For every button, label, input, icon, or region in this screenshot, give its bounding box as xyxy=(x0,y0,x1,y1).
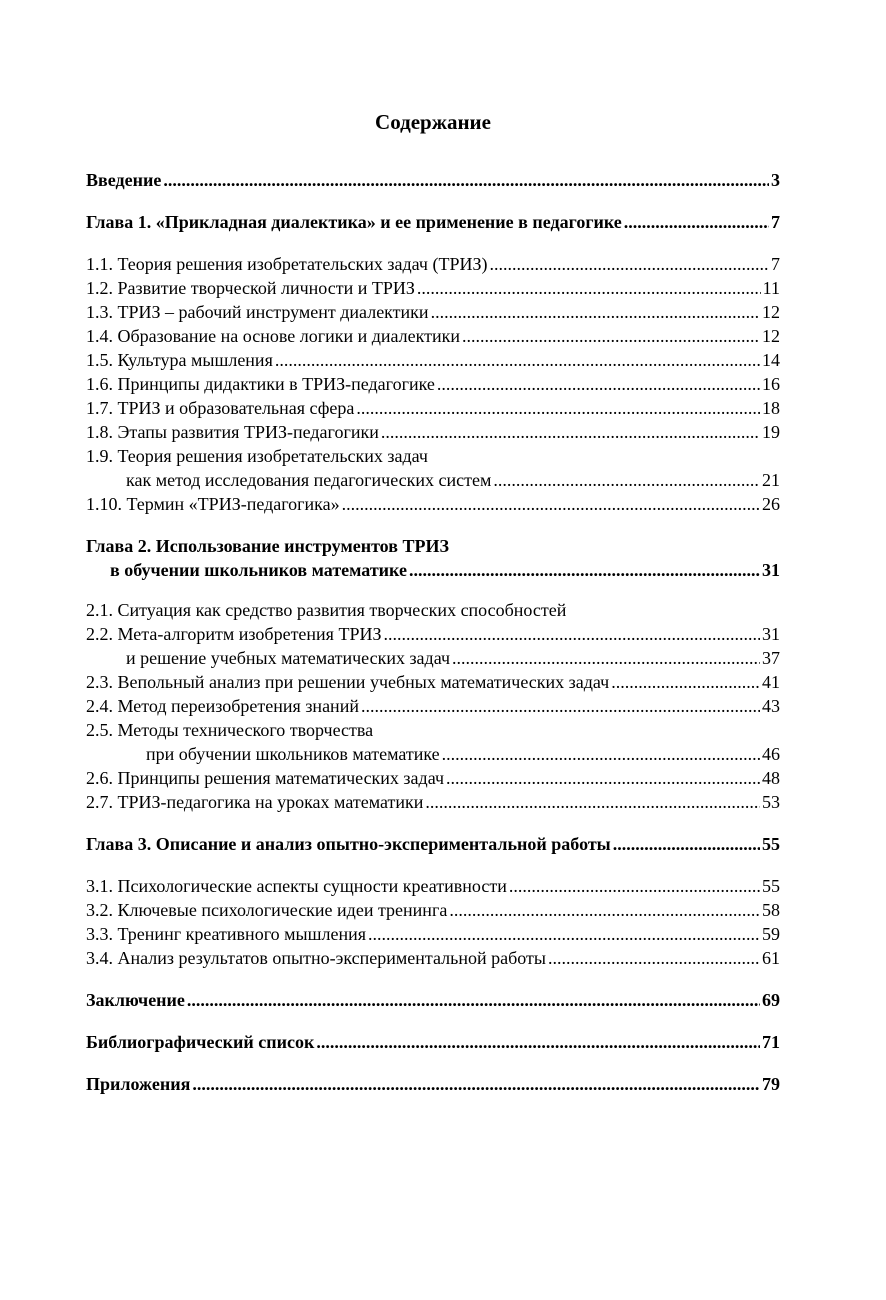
toc-entry-text: 1.7. ТРИЗ и образовательная сфера xyxy=(86,398,355,418)
toc-entry-text: 1.8. Этапы развития ТРИЗ-педагогики xyxy=(86,422,379,442)
toc-entry-text: 2.6. Принципы решения математических задач xyxy=(86,768,445,788)
dot-leader xyxy=(342,492,760,516)
dot-leader xyxy=(275,348,760,372)
toc-entry-text: 1.10. Термин «ТРИЗ-педагогика» xyxy=(86,494,340,514)
toc-entry-page: 3 xyxy=(771,170,780,190)
toc-entry-page: 53 xyxy=(762,792,780,812)
page-title: Содержание xyxy=(375,110,491,134)
dot-leader xyxy=(163,168,769,192)
toc-entry-text: 1.5. Культура мышления xyxy=(86,350,273,370)
toc-entry-section[interactable] xyxy=(86,252,780,276)
toc-entry-text: 1.9. Теория решения изобретательских задач xyxy=(86,446,428,466)
toc-entry-text: 2.3. Вепольный анализ при решении учебных математических задач xyxy=(86,672,610,692)
toc-entry-section-continuation[interactable] xyxy=(86,742,780,766)
dot-leader xyxy=(490,252,770,276)
toc-entry-section[interactable] xyxy=(86,444,780,468)
dot-leader xyxy=(462,324,760,348)
dot-leader xyxy=(446,766,760,790)
toc-entry-text: 3.2. Ключевые психологические идеи тренинга xyxy=(86,900,448,920)
toc-entry-section[interactable] xyxy=(86,300,780,324)
toc-entry-chapter-2-continuation[interactable] xyxy=(86,558,780,582)
toc-entry-text: 1.4. Образование на основе логики и диалектики xyxy=(86,326,461,346)
dot-leader xyxy=(384,622,761,646)
toc-entry-text: 1.3. ТРИЗ – рабочий инструмент диалектики xyxy=(86,302,429,322)
toc-entry-page: 41 xyxy=(762,672,780,692)
dot-leader xyxy=(548,946,760,970)
dot-leader xyxy=(425,790,760,814)
dot-leader xyxy=(192,1072,760,1096)
dot-leader xyxy=(368,922,760,946)
toc-entry-section[interactable] xyxy=(86,372,780,396)
dot-leader xyxy=(361,694,760,718)
toc-entry-page: 59 xyxy=(762,924,780,944)
dot-leader xyxy=(431,300,760,324)
toc-entry-section[interactable] xyxy=(86,694,780,718)
toc-entry-page: 48 xyxy=(762,768,780,788)
toc-entry-text: Глава 3. Описание и анализ опытно-экспериментальной работы xyxy=(86,834,611,854)
toc-entry-text: 2.7. ТРИЗ-педагогика на уроках математики xyxy=(86,792,424,812)
dot-leader xyxy=(449,898,760,922)
toc-entry-text: 1.2. Развитие творческой личности и ТРИЗ xyxy=(86,278,415,298)
toc-entry-section[interactable] xyxy=(86,276,780,300)
toc-entry-text: 1.6. Принципы дидактики в ТРИЗ-педагогике xyxy=(86,374,435,394)
toc-entry-chapter-3[interactable] xyxy=(86,832,780,856)
dot-leader xyxy=(187,988,760,1012)
dot-leader xyxy=(509,874,760,898)
toc-entry-text: 2.4. Метод переизобретения знаний xyxy=(86,696,359,716)
toc-entry-text: 2.5. Методы технического творчества xyxy=(86,720,374,740)
toc-entry-chapter-2[interactable] xyxy=(86,534,780,558)
dot-leader xyxy=(624,210,769,234)
toc-entry-page: 11 xyxy=(762,278,780,298)
dot-leader xyxy=(493,468,760,492)
toc-entry-section[interactable] xyxy=(86,874,780,898)
toc-entry-text: 1.1. Теория решения изобретательских задач (ТРИЗ) xyxy=(86,254,488,274)
toc-entry-section[interactable] xyxy=(86,718,780,742)
toc-entry-page: 55 xyxy=(762,834,780,854)
toc-entry-page: 19 xyxy=(762,422,780,442)
toc-entry-page: 79 xyxy=(762,1074,780,1094)
toc-entry-text: 2.1. Ситуация как средство развития творческих способностей xyxy=(86,600,567,620)
toc-entry-page: 18 xyxy=(762,398,780,418)
toc-entry-page: 26 xyxy=(762,494,780,514)
toc-entry-text: 2.2. Мета-алгоритм изобретения ТРИЗ xyxy=(86,624,382,644)
toc-entry-section[interactable] xyxy=(86,492,780,516)
dot-leader xyxy=(356,396,760,420)
toc-entry-text: и решение учебных математических задач xyxy=(126,648,451,668)
toc-entry-page: 21 xyxy=(762,470,780,490)
toc-entry-section[interactable] xyxy=(86,766,780,790)
toc-entry-section[interactable] xyxy=(86,420,780,444)
toc-entry-appendices[interactable] xyxy=(86,1072,780,1096)
toc-entry-page: 7 xyxy=(771,254,780,274)
dot-leader xyxy=(611,670,760,694)
toc-entry-section-continuation[interactable] xyxy=(86,646,780,670)
toc-entry-page: 31 xyxy=(762,560,780,580)
toc-entry-text: как метод исследования педагогических систем xyxy=(126,470,492,490)
toc-entry-page: 12 xyxy=(762,302,780,322)
dot-leader xyxy=(381,420,760,444)
toc-entry-page: 43 xyxy=(762,696,780,716)
toc-entry-page: 58 xyxy=(762,900,780,920)
toc-entry-section[interactable] xyxy=(86,348,780,372)
toc-entry-conclusion[interactable] xyxy=(86,988,780,1012)
toc-entry-text: 3.3. Тренинг креативного мышления xyxy=(86,924,366,944)
toc-entry-page: 37 xyxy=(762,648,780,668)
toc-entry-text: 3.4. Анализ результатов опытно-экспериментальной работы xyxy=(86,948,546,968)
toc-entry-introduction[interactable] xyxy=(86,168,780,192)
toc-entry-text: Заключение xyxy=(86,990,185,1010)
toc-entry-chapter-1[interactable] xyxy=(86,210,780,234)
toc-entry-text: Глава 1. «Прикладная диалектика» и ее применение в педагогике xyxy=(86,212,622,232)
toc-entry-section[interactable] xyxy=(86,922,780,946)
toc-entry-page: 14 xyxy=(762,350,780,370)
toc-entry-section[interactable] xyxy=(86,946,780,970)
toc-entry-page: 46 xyxy=(762,744,780,764)
toc-entry-text: Приложения xyxy=(86,1074,191,1094)
dot-leader xyxy=(437,372,760,396)
toc-entry-page: 69 xyxy=(762,990,780,1010)
toc-entry-text: Библиографический список xyxy=(86,1032,315,1052)
toc-entry-page: 55 xyxy=(762,876,780,896)
toc-entry-text: Введение xyxy=(86,170,162,190)
toc-entry-text: 3.1. Психологические аспекты сущности креативности xyxy=(86,876,507,896)
toc-entry-section[interactable] xyxy=(86,790,780,814)
dot-leader xyxy=(442,742,760,766)
toc-entry-text: в обучении школьников математике xyxy=(110,560,407,580)
toc-entry-page: 71 xyxy=(762,1032,780,1052)
toc-entry-bibliography[interactable] xyxy=(86,1030,780,1054)
toc-entry-section[interactable] xyxy=(86,598,780,622)
toc-entry-page: 7 xyxy=(771,212,780,232)
dot-leader xyxy=(452,646,760,670)
dot-leader xyxy=(316,1030,760,1054)
toc-entry-section[interactable] xyxy=(86,670,780,694)
toc-entry-page: 31 xyxy=(762,624,780,644)
dot-leader xyxy=(613,832,760,856)
toc-entry-text: Глава 2. Использование инструментов ТРИЗ xyxy=(86,536,449,556)
toc-entry-section-continuation[interactable] xyxy=(86,468,780,492)
dot-leader xyxy=(417,276,761,300)
toc-entry-text: при обучении школьников математике xyxy=(146,744,440,764)
toc-entry-section[interactable] xyxy=(86,898,780,922)
toc-entry-section[interactable] xyxy=(86,396,780,420)
toc-entry-page: 16 xyxy=(762,374,780,394)
toc-entry-section[interactable] xyxy=(86,324,780,348)
toc-entry-page: 12 xyxy=(762,326,780,346)
toc-entry-page: 61 xyxy=(762,948,780,968)
dot-leader xyxy=(409,558,760,582)
toc-entry-section[interactable] xyxy=(86,622,780,646)
